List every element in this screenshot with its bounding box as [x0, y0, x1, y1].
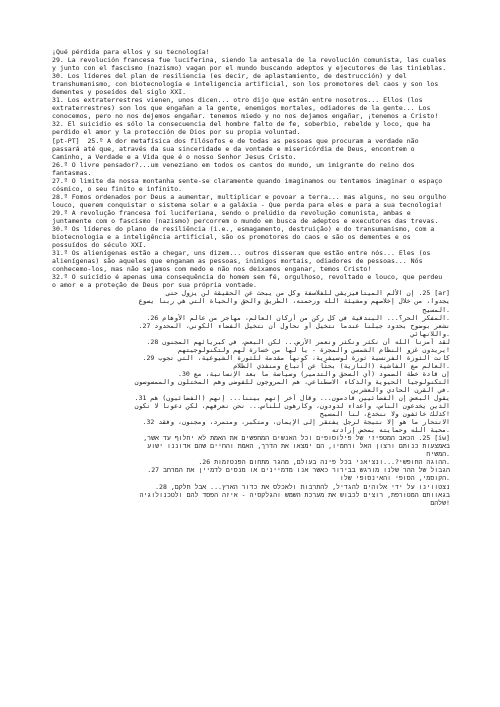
- rtl-text-line: נצטווינו על ידי אלוהים להגדיל, להתרבות ולאכלס את כדור הארץ... אבל חלקם, 28.: [155, 482, 450, 491]
- rtl-text-line: .واللانهائي: [410, 329, 450, 338]
- rtl-text-line: [iw] 25. הכאב המטפיזי של פילוסופים וכל האנשים המחפשים את האמת לא יחלוף עד אשר,: [143, 434, 450, 443]
- rtl-text-line: .المسيح: [422, 305, 450, 314]
- document-page: [52, 48, 450, 507]
- rtl-text-line: באמצעות כנותם ורצון האל ורחמיו, הם ימצאו את הדרך, האמת והחיים שהם אדוננו ישוע: [147, 442, 450, 451]
- rtl-text-line: .في القرن الحادي والعشرين: [351, 385, 450, 394]
- rtl-text-line: .המשיח: [426, 450, 450, 459]
- rtl-text-line: [ar] 25. إن الألم الميتافيزيقي للفلاسفة وكل من يبحث عن الحقيقة لن يزول حتى: [166, 289, 450, 298]
- arabic-hebrew-text-block: [52, 289, 450, 506]
- rtl-text-line: لقد أمرنا الله أن نكثر ونكثر ونعمر الأرض... لكن البعض، في كبريائهم المجنون 28.: [146, 337, 450, 346]
- spanish-portuguese-text-block: ¡Qué pérdida para ellos y su tecnología! 29. La revolución francesa fue luciferina, siendo la antesala de la revolución comunista, las cuales y junto con el fascismo (nazismo) vagan por el mundo buscando adeptos y ejecutores de las tinieblas. 30. Los líderes del plan de resiliencia (es decir, de aplastamiento, de destrucción) y del transhumanismo, con biotecnología e inteligencia artificial, son los promotores del caos y son los dementes y poseídos del siglo XXI. 31. Los extraterrestres vienen, unos dicen... otro dijo que están entre nosotros... Ellos (los extraterrestres) son los que engañan a la gente, enemigos mortales, odiadores de la gente... Los conocemos, pero no nos dejemos engañar. tenemos miedo y no nos dejamos engañar, ¡tenemos a Cristo! 32. El suicidio es sólo la consecuencia del hombre falto de fe, soberbio, rebelde y loco, que ha perdido el amor y la protección de Dios por su propia voluntad. [pt-PT] 25.º A dor metafísica dos filósofos e de todas as pessoas que procuram a verdade não passará até que, através da sua sinceridade e da vontade e misericórdia de Deus, encontrem o Caminho, a Verdade e a Vida que é o nosso Senhor Jesus Cristo. 26.º O livre pensador?...um veneziano em todos os cantos do mundo, um imigrante do reino dos fantasmas. 27.º O limite da nossa montanha sente-se claramente quando imaginamos ou tentamos imaginar o espaço cósmico, o seu finito e infinito. 28.º Fomos ordenados por Deus a aumentar, multiplicar e povoar a terra... mas alguns, no seu orgulho louco, querem conquistar o sistema solar e a galáxia - Que perda para eles e para a sua tecnologia! 29.º A revolução francesa foi luciferiana, sendo o prelúdio da revolução comunista, ambas e juntamente com o fascismo (nazismo) percorrem o mundo em busca de adeptos e executores das trevas. 30.º Os líderes do plano de resiliência (i.e., esmagamento, destruição) e do transumanismo, com a biotecnologia e a inteligência artificial, são os promotores do caos e são os dementes e os possuídos do século XXI. 31.º Os alienígenas estão a chegar, uns dizem... outros disseram que estão entre nós... Eles (os alienígenas) são aqueles que enganam as pessoas, inimigos mortais, odiadores de pessoas... Nós conhecemo-los, mas não sejamos com medo e não nos deixamos enganar, temos Cristo! 32.º O suicídio é apenas uma consequência do homem sem fé, orgulhoso, revoltado e louco, que perdeu o amor e a proteção de Deus por sua própria vontade.: [52, 48, 447, 290]
- rtl-text-line: .הקוסמי, הסופי והאינסופי שלו: [339, 474, 450, 483]
- rtl-text-line: !كذلك خائفون ولا ننخدع، لنا المسيح: [319, 410, 450, 419]
- rtl-text-line: كانت الثورة الفرنسية ثورة لوسيفرية، كونها مقدمة للثورة الشيوعية، التي تجوب 29.: [142, 353, 450, 362]
- rtl-text-line: !שלהם: [430, 498, 450, 507]
- rtl-text-line: يقول البعض إن الفضائيين قادمون... وقال آخر إنهم بيننا... إنهم (الفضائيون) هم 31.: [134, 394, 450, 403]
- rtl-text-line: إن قادة خطة الصمود (أي السحق والتدمير) وسياسة ما بعد الإنسانية، مع 30.: [178, 369, 450, 378]
- rtl-text-line: يجدوا، من خلال إخلاصهم ومشيئة الله ورحمته، الطريق والحق والحياة التي هي ربنا يسوع: [138, 297, 450, 306]
- rtl-text-line: .المفكر الحر؟... البندقية في كل ركن من أركان العالم، مهاجر من عالم الأوهام 26.: [146, 313, 450, 322]
- rtl-text-line: .محبة الله وحمايته بمحض إرادته: [331, 426, 450, 435]
- rtl-text-line: التكنولوجيا الحيوية والذكاء الاصطناعي، هم المروجون للفوضى وهم المختلون والممسوسون: [134, 377, 450, 386]
- rtl-text-line: הגבול של ההר שלנו מורגש בבירור כאשר אנו מדמיינים או מנסים לדמיין את המרחב 27.: [147, 466, 450, 475]
- rtl-text-line: .ההוגה החופשי?...ונציאני בכל פינה בעולם, מהגר מתחום הפנטזמות 26.: [198, 458, 450, 467]
- rtl-text-line: الذين يخدعون الناس، وأعداء لدودون، وكارهون للناس... نحن نعرفهم، لكن دعونا لا نكون: [134, 402, 450, 411]
- rtl-text-line: .العالم مع الفاشية (النازية) بحثًا عن أتباع ومنفذي الظلام: [233, 361, 450, 370]
- rtl-text-line: !يريدون غزو النظام الشمسي والمجرة - يا لها من خسارة لهم ولتكنولوجيتهم: [178, 345, 450, 354]
- rtl-text-line: نشعر بوضوح بحدود جبلنا عندما نتخيل أو نحاول أن نتخيل الفضاء الكوني، المحدود 27.: [138, 321, 450, 330]
- rtl-text-line: الانتحار ما هو إلا نتيجة لرجل يفتقر إلى الإيمان، ومتكبر، ومتمرد، ومجنون، وفقد 32.: [142, 418, 450, 427]
- rtl-text-line: בגאוותם המטורפת, רוצים לכבוש את מערכת השמש והגלקסיה - איזה הפסד להם ולטכנולוגיה: [139, 490, 450, 499]
